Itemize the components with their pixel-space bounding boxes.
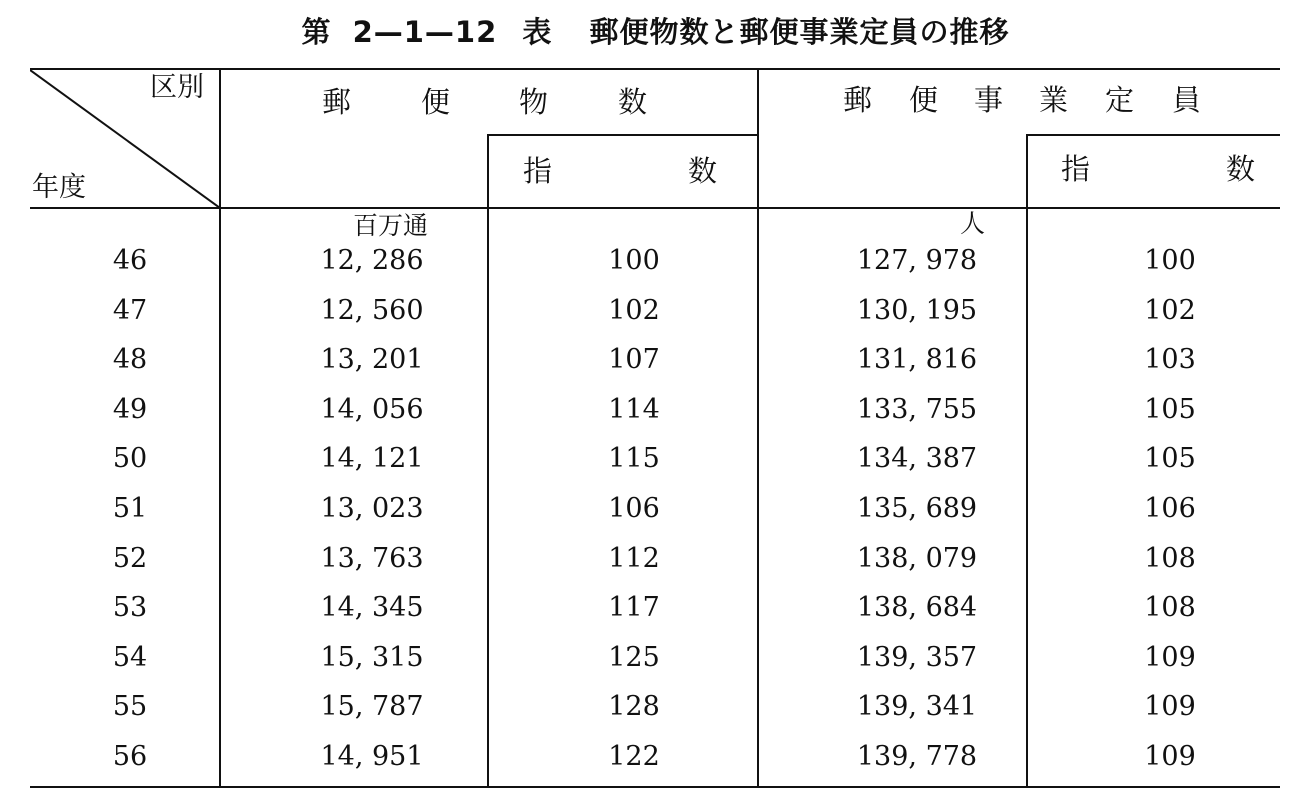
staff-index-cell: 105 — [1144, 443, 1196, 474]
mail-count-cell: 12, 286 — [320, 245, 424, 276]
staff-index-cell: 103 — [1144, 344, 1196, 375]
mail-unit-label: 百万通 — [353, 211, 429, 240]
corner-label-year: 年度 — [32, 172, 86, 203]
staff-count-cell: 139, 357 — [856, 642, 978, 673]
staff-header-char: 員 — [1172, 83, 1202, 117]
year-cell: 49 — [112, 394, 148, 425]
mail-index-cell: 117 — [608, 592, 660, 623]
year-cell: 46 — [112, 245, 148, 276]
mail-index-cell: 106 — [608, 493, 660, 524]
mail-index-cell: 102 — [608, 295, 660, 326]
staff-index-cell: 100 — [1144, 245, 1196, 276]
mail-count-cell: 12, 560 — [320, 295, 424, 326]
staff-index-cell: 105 — [1144, 394, 1196, 425]
staff-count-cell: 131, 816 — [856, 344, 978, 375]
staff-count-cell: 127, 978 — [856, 245, 978, 276]
staff-header-char: 便 — [909, 83, 939, 117]
staff-index-cell: 108 — [1144, 592, 1196, 623]
mail-index-cell: 100 — [608, 245, 660, 276]
mail-count-cell: 13, 023 — [320, 493, 424, 524]
index-subheader-rule-staff — [1026, 134, 1280, 136]
year-cell: 54 — [112, 642, 148, 673]
index-subheader-rule-mail — [487, 134, 757, 136]
year-cell: 48 — [112, 344, 148, 375]
staff-index-cell: 108 — [1144, 543, 1196, 574]
bottom-rule — [30, 786, 1280, 788]
staff-header-char: 業 — [1039, 83, 1069, 117]
title-number: 2—1—12 — [352, 15, 498, 49]
staff-count-cell: 135, 689 — [856, 493, 978, 524]
mail-count-cell: 14, 056 — [320, 394, 424, 425]
staff-index-cell: 109 — [1144, 741, 1196, 772]
staff-unit-label: 人 — [960, 209, 986, 238]
mail-count-cell: 14, 345 — [320, 592, 424, 623]
staff-group-divider — [757, 69, 759, 787]
staff-count-cell: 134, 387 — [856, 443, 978, 474]
staff-index-cell: 106 — [1144, 493, 1196, 524]
mail-header-char: 数 — [618, 85, 648, 119]
year-cell: 51 — [112, 493, 148, 524]
staff-count-cell: 130, 195 — [856, 295, 978, 326]
mail-index-cell: 112 — [608, 543, 660, 574]
staff-count-cell: 139, 341 — [856, 691, 978, 722]
staff-header-char: 郵 — [843, 83, 873, 117]
mail-index-cell: 125 — [608, 642, 660, 673]
staff-count-cell: 138, 079 — [856, 543, 978, 574]
year-cell: 47 — [112, 295, 148, 326]
mail-index-cell: 114 — [608, 394, 660, 425]
mail-index-cell: 128 — [608, 691, 660, 722]
mail-count-cell: 15, 787 — [320, 691, 424, 722]
mail-index-cell: 115 — [608, 443, 660, 474]
mail-count-cell: 13, 763 — [320, 543, 424, 574]
staff-count-cell: 133, 755 — [856, 394, 978, 425]
staff-header-char: 定 — [1105, 83, 1135, 117]
mail-index-header-right: 数 — [688, 154, 718, 188]
staff-count-cell: 138, 684 — [856, 592, 978, 623]
year-cell: 52 — [112, 543, 148, 574]
mail-index-cell: 122 — [608, 741, 660, 772]
mail-header-char: 便 — [421, 85, 451, 119]
staff-index-divider — [1026, 135, 1028, 787]
title-table-word: 表 — [522, 15, 553, 49]
title-text: 郵便物数と郵便事業定員の推移 — [589, 15, 1010, 49]
staff-index-cell: 109 — [1144, 691, 1196, 722]
mail-count-cell: 14, 121 — [320, 443, 424, 474]
mail-index-divider — [487, 135, 489, 787]
staff-index-header-right: 数 — [1226, 152, 1256, 186]
mail-count-cell: 14, 951 — [320, 741, 424, 772]
year-cell: 53 — [112, 592, 148, 623]
mail-count-cell: 15, 315 — [320, 642, 424, 673]
mail-index-cell: 107 — [608, 344, 660, 375]
mail-count-cell: 13, 201 — [320, 344, 424, 375]
staff-count-cell: 139, 778 — [856, 741, 978, 772]
corner-label-category: 区別 — [150, 72, 204, 103]
staff-index-cell: 102 — [1144, 295, 1196, 326]
year-cell: 50 — [112, 443, 148, 474]
mail-index-header-left: 指 — [523, 154, 553, 188]
mail-header-char: 郵 — [322, 85, 352, 119]
staff-header-char: 事 — [974, 83, 1004, 117]
staff-index-cell: 109 — [1144, 642, 1196, 673]
table-title — [0, 10, 1311, 51]
title-prefix: 第 — [301, 15, 332, 49]
year-cell: 55 — [112, 691, 148, 722]
staff-index-header-left: 指 — [1061, 152, 1091, 186]
year-cell: 56 — [112, 741, 148, 772]
mail-header-char: 物 — [519, 85, 549, 119]
